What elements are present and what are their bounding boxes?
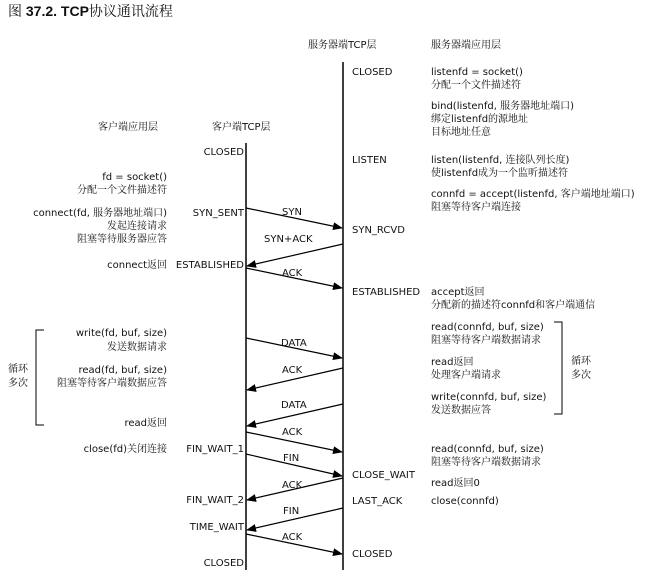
- server-state-closed: CLOSED: [352, 67, 393, 78]
- server-read-note: 阻塞等待客户端数据请求: [431, 335, 541, 346]
- client-state-fin-wait-1: FIN_WAIT_1: [186, 444, 244, 455]
- server-read-return-note: 处理客户端请求: [431, 370, 501, 381]
- client-connect-note-1: 发起连接请求: [107, 221, 167, 232]
- server-accept-return: accept返回: [431, 287, 485, 298]
- client-write-note: 发送数据请求: [107, 342, 167, 353]
- server-read-return: read返回: [431, 357, 474, 368]
- server-loop-bracket: [554, 322, 562, 414]
- client-read-call: read(fd, buf, size): [78, 365, 167, 376]
- server-state-close-wait: CLOSE_WAIT: [352, 470, 415, 481]
- client-loop-bracket: [36, 330, 44, 425]
- server-listen-note: 使listenfd成为一个监听描述符: [431, 168, 569, 179]
- client-state-syn-sent: SYN_SENT: [192, 208, 244, 219]
- client-state-closed-final: CLOSED: [203, 558, 244, 569]
- server-read-call-2: read(connfd, buf, size): [431, 444, 544, 455]
- server-app-header: 服务器端应用层: [431, 40, 501, 51]
- server-socket-call: listenfd = socket(): [431, 67, 523, 78]
- client-close-call: close(fd)关闭连接: [83, 444, 167, 455]
- msg-fin-label-2: FIN: [283, 506, 300, 517]
- server-state-closed-final: CLOSED: [352, 549, 393, 560]
- client-socket-note: 分配一个文件描述符: [77, 185, 167, 196]
- client-state-fin-wait-2: FIN_WAIT_2: [186, 495, 244, 506]
- msg-ack-label-3: ACK: [282, 427, 303, 438]
- server-bind-call: bind(listenfd, 服务器地址端口): [431, 101, 575, 112]
- client-state-time-wait: TIME_WAIT: [189, 522, 244, 533]
- msg-ack-label-2: ACK: [282, 365, 303, 376]
- client-connect-return: connect返回: [107, 260, 167, 271]
- msg-data-label-1: DATA: [281, 338, 307, 349]
- client-write-call: write(fd, buf, size): [75, 328, 167, 339]
- server-state-last-ack: LAST_ACK: [352, 496, 403, 507]
- client-read-note: 阻塞等待客户端数据应答: [57, 378, 167, 389]
- server-read-call: read(connfd, buf, size): [431, 322, 544, 333]
- server-bind-note-1: 绑定listenfd的源地址: [431, 114, 529, 125]
- msg-data-label-2: DATA: [281, 400, 307, 411]
- server-socket-note: 分配一个文件描述符: [431, 80, 521, 91]
- server-write-call: write(connfd, buf, size): [431, 392, 547, 403]
- server-loop-label-1: 循环: [571, 356, 591, 367]
- server-accept-note: 阻塞等待客户端连接: [431, 202, 521, 213]
- server-loop-label-2: 多次: [571, 370, 591, 381]
- client-state-closed: CLOSED: [203, 147, 244, 158]
- syn-ack-arrow: [247, 244, 343, 266]
- server-read-zero: read返回0: [431, 478, 480, 489]
- server-read-note-2: 阻塞等待客户端数据请求: [431, 457, 541, 468]
- server-bind-note-2: 目标地址任意: [431, 127, 491, 138]
- msg-ack-label-4: ACK: [282, 480, 303, 491]
- msg-ack-label-1: ACK: [282, 268, 303, 279]
- client-app-header: 客户端应用层: [98, 122, 158, 133]
- client-loop-label-2: 多次: [8, 378, 28, 389]
- server-state-established: ESTABLISHED: [352, 287, 421, 298]
- client-connect-note-2: 阻塞等待服务器应答: [77, 234, 167, 245]
- server-close-call: close(connfd): [431, 496, 499, 507]
- client-socket-call: fd = socket(): [102, 172, 167, 183]
- client-connect-call: connect(fd, 服务器地址端口): [33, 208, 167, 219]
- server-listen-call: listen(listenfd, 连接队列长度): [431, 155, 570, 166]
- figure-number: 37.2. TCP: [25, 3, 89, 19]
- client-tcp-header: 客户端TCP层: [212, 122, 271, 133]
- client-loop-label-1: 循环: [8, 364, 28, 375]
- figure-prefix: 图: [8, 3, 26, 19]
- msg-ack-label-5: ACK: [282, 532, 303, 543]
- client-state-established: ESTABLISHED: [175, 260, 244, 271]
- msg-syn-ack-label: SYN+ACK: [264, 234, 313, 245]
- server-state-listen: LISTEN: [352, 155, 387, 166]
- server-state-syn-rcvd: SYN_RCVD: [352, 225, 405, 236]
- msg-syn-label: SYN: [282, 207, 302, 218]
- server-accept-call: connfd = accept(listenfd, 客户端地址端口): [431, 189, 635, 200]
- figure-caption: 协议通讯流程: [88, 3, 173, 19]
- server-tcp-header: 服务器端TCP层: [308, 40, 377, 51]
- client-read-return: read返回: [124, 418, 167, 429]
- server-accept-return-note: 分配新的描述符connfd和客户端通信: [431, 300, 596, 311]
- server-write-note: 发送数据应答: [431, 405, 491, 416]
- msg-fin-label-1: FIN: [283, 453, 300, 464]
